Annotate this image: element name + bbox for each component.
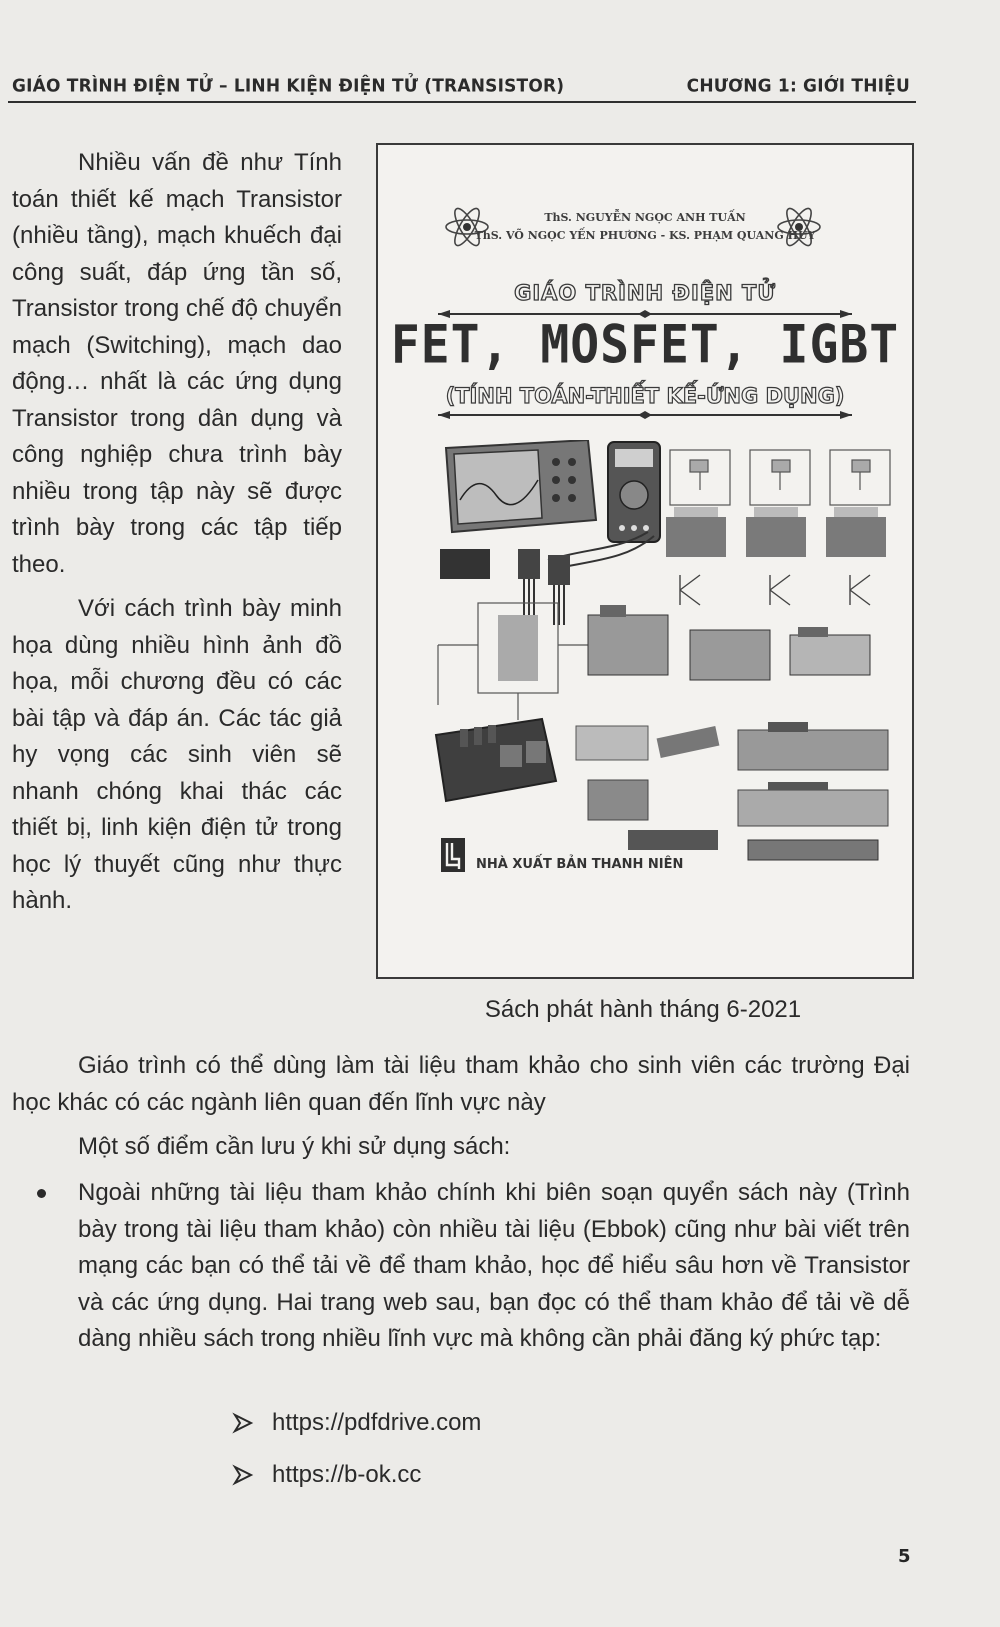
bullet-list [12, 1175, 910, 1358]
paragraph-reference-use: Giáo trình có thể dùng làm tài liệu tham khảo cho sinh viên các trường Đại học khác có các ngành liên quan đến lĩnh vực này [12, 1052, 910, 1116]
circuit-diagram-illustration [428, 595, 678, 725]
cover-author-line-2: ThS. VÕ NGỌC YẾN PHƯƠNG - KS. PHẠM QUANG HUY [474, 229, 816, 242]
cover-series-title: GIÁO TRÌNH ĐIỆN TỬ [514, 281, 776, 305]
link-item-1 [232, 1405, 481, 1442]
header-chapter: CHƯƠNG 1: GIỚI THIỆU [686, 75, 910, 97]
text-block-reference [12, 1048, 910, 1174]
page-number: 5 [898, 1546, 911, 1567]
book-cover-figure [376, 143, 914, 979]
left-column [12, 145, 342, 928]
arrow-bullet-icon [232, 1412, 254, 1434]
cover-author-line-1: ThS. NGUYỄN NGỌC ANH TUẤN [544, 211, 746, 224]
oscilloscope-illustration [438, 440, 598, 535]
figure-caption: Sách phát hành tháng 6-2021 [484, 996, 802, 1023]
bullet-item-resources: Ngoài những tài liệu tham khảo chính khi biên soạn quyển sách này (Trình bày trong tài liệu tham khảo) còn nhiều tài liệu (Ebbok) cũng như bài viết trên mạng các bạn có thể tải về để tham khảo, học để hiểu sâu hơn về Transistor và các ứng dụng. Hai trang web sau, bạn đọc có thể tham khảo để tải về dễ dàng nhiều sách trong nhiều lĩnh vực mà không cần phải đăng ký phức tạp: [78, 1179, 910, 1352]
paragraph-notes-intro: Một số điểm cần lưu ý khi sử dụng sách: [78, 1133, 511, 1160]
publisher-logo-icon [440, 837, 466, 873]
bullet-dot-icon [37, 1189, 46, 1198]
paragraph-illustrations: Với cách trình bày minh họa dùng nhiều hình ảnh đồ họa, mỗi chương đều có các bài tập và đáp án. Các tác giả hy vọng các sinh viên sẽ nhanh chóng khai thác các thiết bị, linh kiện điện tử trong học lý thuyết cũng như thực hành. [12, 595, 342, 914]
cover-divider-bottom [438, 410, 852, 420]
link-pdfdrive[interactable]: https://pdfdrive.com [272, 1409, 482, 1436]
cover-main-title: FET, MOSFET, IGBT [390, 314, 900, 376]
mosfet-schematic-panel [660, 445, 900, 690]
cover-subtitle: (TÍNH TOÁN-THIẾT KẾ-ỨNG DỤNG) [445, 384, 845, 408]
header-rule [8, 101, 916, 103]
cover-publisher: NHÀ XUẤT BẢN THANH NIÊN [476, 857, 684, 872]
device-cross-section-illustration [568, 720, 898, 870]
circuit-board-illustration [430, 715, 560, 805]
paragraph-upcoming-topics: Nhiều vấn đề như Tính toán thiết kế mạch Transistor (nhiều tầng), mạch khuếch đại công suất, đáp ứng tần số, Transistor trong chế độ chuyển mạch (Switching), mạch dao động… nhất là các ứng dụng Transistor trong dân dụng và công nghiệp chưa trình bày nhiều trong tập này sẽ được trình bày trong các tập tiếp theo. [12, 149, 342, 578]
link-b-ok[interactable]: https://b-ok.cc [272, 1461, 422, 1488]
arrow-bullet-icon [232, 1464, 254, 1486]
link-item-2 [232, 1457, 421, 1494]
running-header [12, 76, 910, 97]
header-book-title: GIÁO TRÌNH ĐIỆN TỬ – LINH KIỆN ĐIỆN TỬ (TRANSISTOR) [12, 75, 565, 97]
